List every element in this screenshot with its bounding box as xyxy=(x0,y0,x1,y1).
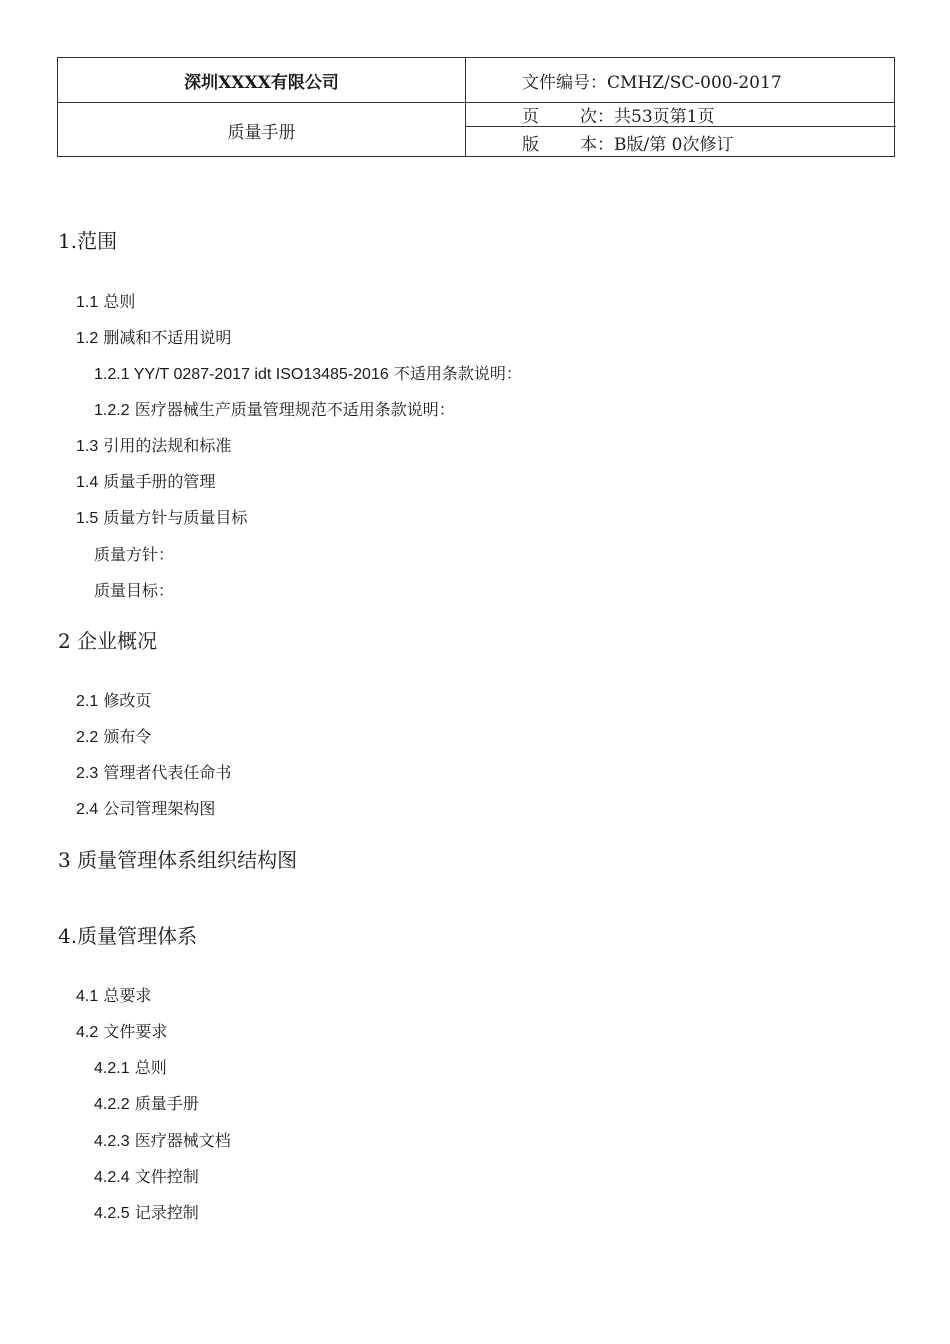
toc-num: 4.2 xyxy=(76,1024,99,1041)
toc-heading-1: 1.范围 xyxy=(58,229,118,253)
toc-heading-2: 2 企业概况 xyxy=(58,629,158,653)
toc-item-1-1 xyxy=(76,289,135,312)
toc-num: 4.2.2 xyxy=(94,1096,130,1113)
toc-num: 4.2.3 xyxy=(94,1133,130,1150)
toc-text: 质量手册的管理 xyxy=(103,472,216,491)
page-label-suffix: 次： xyxy=(580,107,614,127)
toc-text: 医疗器械文档 xyxy=(134,1131,231,1150)
toc-item-4-2 xyxy=(76,1019,167,1042)
toc-item-2-3 xyxy=(76,760,231,783)
toc-item-4-2-5 xyxy=(94,1200,199,1223)
page-value: 共53页第1页 xyxy=(614,107,715,127)
toc-num: 4.2.1 xyxy=(94,1060,130,1077)
toc-text: 总则 xyxy=(134,1058,167,1077)
toc-item-4-2-2 xyxy=(94,1091,199,1114)
toc-num: 4.2.5 xyxy=(94,1205,130,1222)
toc-item-2-2 xyxy=(76,724,151,747)
toc-text: 引用的法规和标准 xyxy=(103,436,232,455)
toc-num: 2.2 xyxy=(76,729,99,746)
toc-num: 2.3 xyxy=(76,765,99,782)
toc-text: 公司管理架构图 xyxy=(103,799,216,818)
toc-item-quality-policy: 质量方针： xyxy=(94,545,175,564)
toc-text: 总要求 xyxy=(103,986,152,1005)
toc-text: 总则 xyxy=(103,292,136,311)
toc-num: 1.2 xyxy=(76,330,99,347)
toc-num: 1.3 xyxy=(76,438,99,455)
version-value: B版/第 0次修订 xyxy=(614,134,734,155)
toc-num: 4.2.4 xyxy=(94,1169,130,1186)
toc-num: 1.2.2 xyxy=(94,402,130,419)
toc-text: 文件要求 xyxy=(103,1022,168,1041)
toc-text: 修改页 xyxy=(103,691,152,710)
version-label-suffix: 本： xyxy=(580,134,614,155)
toc-item-1-4 xyxy=(76,469,215,492)
toc-text: 记录控制 xyxy=(134,1203,199,1222)
toc-text: 删减和不适用说明 xyxy=(103,328,232,347)
toc-text: 管理者代表任命书 xyxy=(103,763,232,782)
document-number: 文件编号：CMHZ/SC-000-2017 xyxy=(522,72,782,93)
toc-heading-3: 3 质量管理体系组织结构图 xyxy=(58,848,298,872)
toc-item-4-2-1 xyxy=(94,1055,167,1078)
toc-heading-4: 4.质量管理体系 xyxy=(58,924,198,948)
toc-text: 医疗器械生产质量管理规范不适用条款说明： xyxy=(134,400,455,419)
toc-num: 1.2.1 YY/T 0287-2017 idt ISO13485-2016 xyxy=(94,366,389,383)
toc-item-1-5 xyxy=(76,505,247,528)
toc-item-quality-objective: 质量目标： xyxy=(94,581,175,600)
toc-num: 2.1 xyxy=(76,693,99,710)
toc-item-2-1 xyxy=(76,688,151,711)
toc-item-4-1 xyxy=(76,983,151,1006)
version-label: 版 xyxy=(522,134,539,155)
toc-item-1-2 xyxy=(76,325,231,348)
toc-num: 1.4 xyxy=(76,474,99,491)
toc-text: 不适用条款说明： xyxy=(393,364,522,383)
page-label: 页 xyxy=(522,107,539,127)
toc-text: 质量手册 xyxy=(134,1094,199,1113)
toc-text: 质量方针与质量目标 xyxy=(103,508,248,527)
toc-num: 1.1 xyxy=(76,294,99,311)
company-name: 深圳XXXX有限公司 xyxy=(184,72,339,93)
toc-num: 1.5 xyxy=(76,510,99,527)
toc-num: 2.4 xyxy=(76,801,99,818)
manual-title: 质量手册 xyxy=(227,122,296,143)
toc-item-4-2-4 xyxy=(94,1164,199,1187)
toc-item-1-3 xyxy=(76,433,231,456)
toc-text: 颁布令 xyxy=(103,727,152,746)
toc-item-1-2-2 xyxy=(94,397,455,420)
toc-item-2-4 xyxy=(76,796,215,819)
toc-text: 文件控制 xyxy=(134,1167,199,1186)
toc-num: 4.1 xyxy=(76,988,99,1005)
toc-item-1-2-1 xyxy=(94,361,522,384)
toc-item-4-2-3 xyxy=(94,1128,231,1151)
